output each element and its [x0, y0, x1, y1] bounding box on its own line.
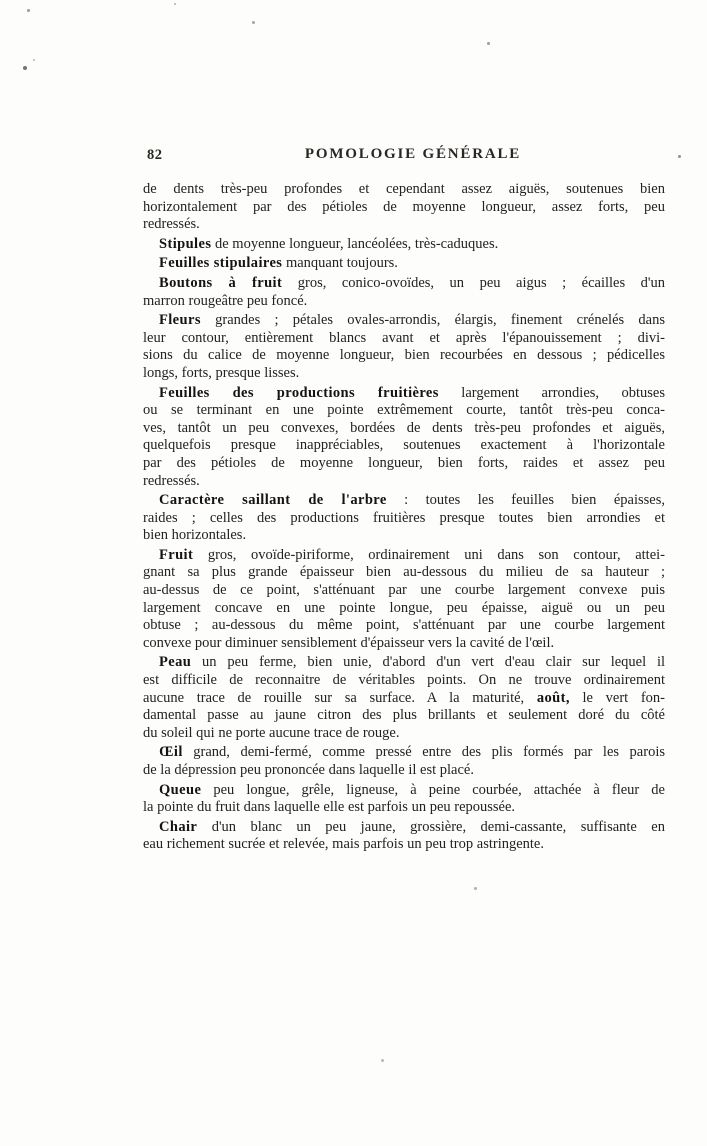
text-line — [143, 707, 665, 725]
text-segment: ou se terminant en une pointe extrêmement courte, tantôt très-peu conca- — [143, 402, 665, 419]
text-line — [143, 293, 665, 311]
text-segment: sions du calice de moyenne longueur, bien recourbées en dessous ; pédicelles — [143, 347, 665, 364]
scan-speck — [381, 1059, 384, 1062]
scan-speck — [474, 887, 477, 890]
text-line — [143, 385, 665, 403]
text-line — [143, 330, 665, 348]
text-segment: leur contour, entièrement blancs avant et après l'épanouissement ; divi- — [143, 329, 665, 346]
text-segment: marron rougeâtre peu foncé. — [143, 292, 308, 309]
text-segment: du soleil qui ne porte aucune trace de rouge. — [143, 724, 400, 741]
text-segment: largement concave en une pointe longue, peu épaisse, aiguë ou un peu — [143, 599, 665, 616]
text-segment: convexe pour diminuer sensiblement d'épaisseur vers la cavité de l'œil. — [143, 634, 555, 651]
text-line — [143, 799, 665, 817]
text-segment: horizontalement par des pétioles de moyenne longueur, assez forts, peu — [143, 198, 665, 215]
paragraph-lead-word: Fleurs — [159, 312, 201, 329]
paragraph — [143, 782, 665, 817]
text-line — [143, 725, 665, 743]
text-segment: peu longue, grêle, ligneuse, à peine courbée, attachée à fleur de — [201, 781, 665, 798]
paragraph — [143, 181, 665, 234]
text-line — [143, 216, 665, 234]
paragraph — [143, 547, 665, 653]
scan-speck — [27, 9, 30, 12]
text-line — [143, 402, 665, 420]
text-line — [143, 582, 665, 600]
text-segment: raides ; celles des productions fruitières presque toutes bien arrondies et — [143, 509, 665, 526]
scan-speck — [487, 42, 490, 45]
text-segment: de dents très-peu profondes et cependant assez aiguës, soutenues bien — [143, 181, 665, 197]
text-segment: aucune trace de rouille sur sa surface. A la maturité, — [143, 689, 537, 706]
text-line — [143, 437, 665, 455]
paragraph-lead-word: Œil — [159, 744, 183, 761]
text-line — [143, 617, 665, 635]
paragraph-lead-word: Peau — [159, 654, 192, 671]
text-line — [143, 199, 665, 217]
text-line — [143, 527, 665, 545]
running-title: POMOLOGIE GÉNÉRALE — [304, 146, 522, 162]
text-segment: damental passe au jaune citron des plus brillants et seulement doré du côté — [143, 707, 665, 724]
paragraph — [143, 819, 665, 854]
text-line — [143, 312, 665, 330]
text-line — [143, 744, 665, 762]
text-line — [143, 782, 665, 800]
text-segment: redressés. — [143, 472, 200, 489]
text-line — [143, 275, 665, 293]
text-line — [143, 181, 665, 199]
paragraph — [143, 275, 665, 310]
text-segment: gros, conico-ovoïdes, un peu aigus ; écailles d'un — [282, 274, 665, 291]
text-segment: par des pétioles de moyenne longueur, bien forts, raides et assez peu — [143, 454, 665, 471]
text-segment: quelquefois presque inappréciables, soutenues exactement à l'horizontale — [143, 437, 665, 454]
paragraph — [143, 312, 665, 382]
text-segment: ves, tantôt un peu convexes, bordées de dents très-peu profondes et aiguës, — [143, 419, 665, 436]
paragraph-lead-word: Stipules — [159, 235, 212, 252]
text-line — [143, 365, 665, 383]
text-segment: gnant sa plus grande épaisseur bien au-dessous du milieu de sa hauteur ; — [143, 564, 665, 581]
text-segment: manquant toujours. — [282, 255, 398, 272]
page-number: 82 — [147, 147, 163, 163]
scan-speck — [678, 155, 681, 158]
text-segment: : toutes les feuilles bien épaisses, — [386, 492, 665, 509]
paragraph — [143, 492, 665, 545]
text-line — [143, 547, 665, 565]
text-segment: un peu ferme, bien unie, d'abord d'un vert d'eau clair sur lequel il — [191, 654, 665, 671]
paragraph-lead-word: Fruit — [159, 546, 194, 563]
text-line — [143, 347, 665, 365]
text-line — [143, 420, 665, 438]
text-segment: largement arrondies, obtuses — [438, 384, 665, 401]
paragraph — [143, 236, 665, 254]
text-line — [143, 635, 665, 653]
paragraph — [143, 255, 665, 273]
text-segment: de moyenne longueur, lancéolées, très-caduques. — [211, 235, 499, 252]
paragraph-lead-word: Queue — [159, 781, 202, 798]
text-line — [143, 236, 665, 254]
paragraph-lead-word: Chair — [159, 818, 198, 835]
text-segment: grandes ; pétales ovales-arrondis, élargis, finement crénelés dans — [200, 312, 665, 329]
text-line — [143, 654, 665, 672]
scan-speck — [23, 66, 27, 70]
scan-speck — [174, 3, 176, 5]
text-segment: est difficile de reconnaitre de véritables points. On ne trouve ordinairement — [143, 672, 665, 689]
text-line — [143, 672, 665, 690]
text-line — [143, 690, 665, 708]
text-line — [143, 819, 665, 837]
text-segment: eau richement sucrée et relevée, mais parfois un peu trop astringente. — [143, 836, 544, 853]
text-line — [143, 564, 665, 582]
text-segment: de la dépression peu prononcée dans laquelle il est placé. — [143, 762, 474, 778]
paragraph-lead-word: Caractère saillant de l'arbre — [159, 492, 387, 509]
text-line — [143, 762, 665, 780]
text-segment: gros, ovoïde-piriforme, ordinairement uni dans son contour, attei- — [193, 546, 665, 563]
text-line — [143, 255, 665, 273]
paragraph — [143, 744, 665, 779]
paragraph-lead-word: Boutons à fruit — [159, 274, 283, 291]
text-segment: d'un blanc un peu jaune, grossière, demi-cassante, suffisante en — [197, 818, 665, 835]
text-line — [143, 455, 665, 473]
text-line — [143, 473, 665, 491]
text-line — [143, 510, 665, 528]
text-segment: le vert fon- — [569, 689, 665, 706]
text-line — [143, 600, 665, 618]
text-segment: redressés. — [143, 216, 200, 233]
text-segment: bien horizontales. — [143, 527, 247, 544]
text-segment: au-dessus de ce point, s'atténuant par une courbe largement convexe puis — [143, 582, 665, 599]
paragraph-lead-word: Feuilles stipulaires — [159, 255, 283, 272]
text-line — [143, 492, 665, 510]
text-segment: longs, forts, presque lisses. — [143, 364, 300, 381]
paragraph — [143, 654, 665, 742]
body-text — [143, 181, 665, 854]
paragraph-lead-word: Feuilles des productions fruitières — [159, 384, 439, 401]
text-line — [143, 836, 665, 854]
paragraph-lead-word: août, — [536, 689, 570, 706]
scan-speck — [33, 59, 35, 61]
paragraph — [143, 385, 665, 491]
text-segment: la pointe du fruit dans laquelle elle est parfois un peu repoussée. — [143, 799, 516, 816]
text-segment: grand, demi-fermé, comme pressé entre des plis formés par les parois — [182, 744, 665, 761]
scan-speck — [252, 21, 255, 24]
text-segment: obtuse ; au-dessous du même point, s'atténuant par une courbe largement — [143, 617, 665, 634]
